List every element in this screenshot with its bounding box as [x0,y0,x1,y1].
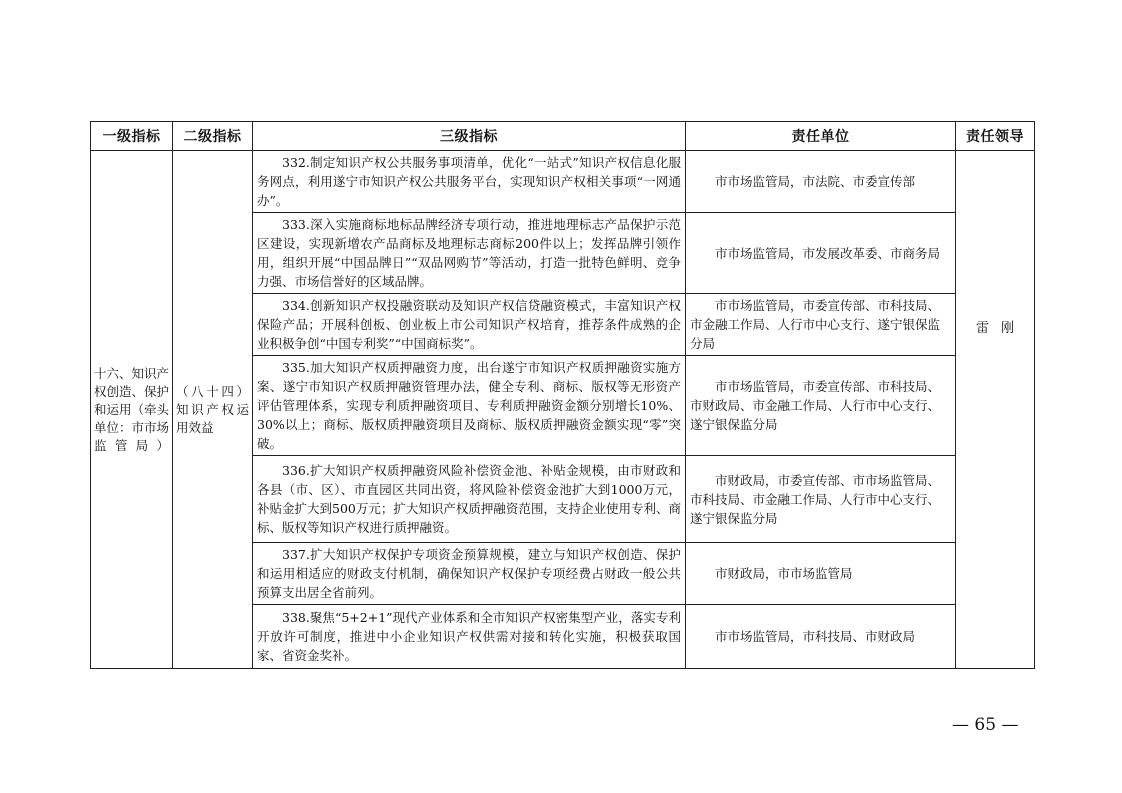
table-header-row [91,122,1035,151]
unit-cell [686,213,956,294]
unit-336: 市财政局，市委宣传部、市市场监管局、市科技局、市金融工作局、人行市中心支行、遂宁银保监分局 [690,472,941,526]
table-row [91,151,1035,213]
unit-cell [686,605,956,669]
header-responsible-leader: 责任领导 [956,122,1035,151]
unit-338: 市市场监管局，市科技局、市财政局 [715,629,916,644]
level2-indicator: （八十四）知识产权运用效益 [176,383,249,435]
unit-333: 市市场监管局，市发展改革委、市商务局 [715,245,941,261]
indicator-cell [253,543,686,605]
indicator-cell [253,294,686,356]
indicator-table [90,121,1035,669]
indicator-cell [253,456,686,543]
indicator-332: 332.制定知识产权公共服务事项清单，优化“一站式”知识产权信息化服务网点，利用遂宁市知识产权公共服务平台，实现知识产权相关事项“一网通办”。 [257,155,681,208]
indicator-337: 337.扩大知识产权保护专项资金预算规模，建立与知识产权创造、保护和运用相适应的财政支付机制，确保知识产权保护专项经费占财政一般公共预算支出居全省前列。 [257,547,681,600]
indicator-335: 335.加大知识产权质押融资力度，出台遂宁市知识产权质押融资实施方案、遂宁市知识产权质押融资管理办法，健全专利、商标、版权等无形资产评估管理体系，实现专利质押融资项目、专利质押融资金额分别增长10%、30%以上；商标、版权质押融资项目及商标、版权质押融资金额实现“零”突破。 [257,360,681,451]
unit-337: 市财政局，市市场监管局 [715,566,853,581]
indicator-334: 334.创新知识产权投融资联动及知识产权信贷融资模式，丰富知识产权保险产品；开展科创板、创业板上市公司知识产权培育，推荐条件成熟的企业积极争创“中国专利奖”“中国商标奖”。 [257,298,681,351]
level1-cell [91,151,173,669]
unit-335: 市市场监管局，市委宣传部、市科技局、市财政局、市金融工作局、人行市中心支行、遂宁银保监分局 [690,379,941,432]
header-responsible-unit: 责任单位 [686,122,956,151]
header-level1: 一级指标 [91,122,173,151]
indicator-cell [253,151,686,213]
level2-cell [173,151,253,669]
unit-cell [686,356,956,456]
indicator-cell [253,356,686,456]
unit-334: 市市场监管局，市委宣传部、市科技局、市金融工作局、人行市中心支行、遂宁银保监分局 [690,298,941,351]
unit-cell [686,543,956,605]
unit-cell [686,294,956,356]
indicator-cell [253,605,686,669]
header-level3: 三级指标 [253,122,686,151]
leader-cell [956,151,1035,669]
indicator-338: 338.聚焦“5+2+1”现代产业体系和全市知识产权密集型产业，落实专利开放许可制度，推进中小企业知识产权供需对接和转化实施，积极获取国家、省资金奖补。 [257,610,681,663]
indicator-333: 333.深入实施商标地标品牌经济专项行动，推进地理标志产品保护示范区建设，实现新增农产品商标及地理标志商标200件以上；发挥品牌引领作用，组织开展“中国品牌日”“双品网购节”等活动，打造一批特色鲜明、竞争力强、市场信誉好的区域品牌。 [257,217,681,289]
responsible-leader: 雷刚 [975,321,1026,336]
unit-cell [686,456,956,543]
indicator-336: 336.扩大知识产权质押融资风险补偿资金池、补贴金规模，由市财政和各县（市、区）、市直园区共同出资，将风险补偿资金池扩大到1000万元，补贴金扩大到500万元；扩大知识产权质押融资范围，支持企业使用专利、商标、版权等知识产权进行质押融资。 [257,463,681,535]
unit-cell [686,151,956,213]
page-number: — 65 — [952,715,1019,735]
indicator-cell [253,213,686,294]
unit-332: 市市场监管局，市法院、市委宣传部 [715,174,916,189]
level1-indicator: 十六、知识产权创造、保护和运用（牵头单位：市市场监管局） [94,365,170,453]
header-level2: 二级指标 [173,122,253,151]
